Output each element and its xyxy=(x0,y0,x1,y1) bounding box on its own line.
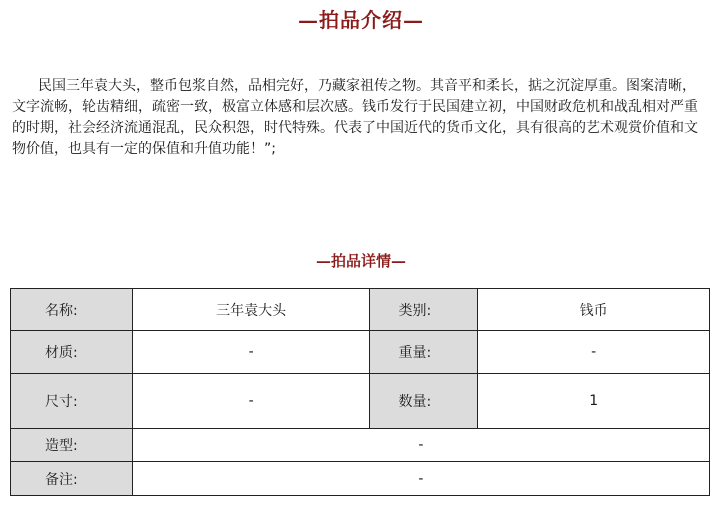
field-value-material: - xyxy=(132,331,370,374)
field-label-material: 材质: xyxy=(11,331,133,374)
field-value-remarks: - xyxy=(132,462,709,496)
field-label-shape: 造型: xyxy=(11,429,133,462)
field-value-quantity: 1 xyxy=(478,374,710,429)
table-row xyxy=(11,374,710,429)
intro-paragraph: 民国三年袁大头，整币包浆自然，品相完好，乃藏家祖传之物。其音平和柔长，掂之沉淀厚重。图案清晰，文字流畅，轮齿精细，疏密一致，极富立体感和层次感。钱币发行于民国建立初，中国财政危机和战乱相对严重的时期，社会经济流通混乱，民众积怨，时代特殊。代表了中国近代的货币文化，具有很高的艺术观赏价值和文物价值，也具有一定的保值和升值功能！”; xyxy=(12,78,698,157)
details-heading: —拍品详情— xyxy=(315,252,406,270)
details-table xyxy=(10,288,710,496)
table-row xyxy=(11,462,710,496)
field-value-name: 三年袁大头 xyxy=(132,289,370,331)
field-label-weight: 重量: xyxy=(370,331,478,374)
field-value-weight: - xyxy=(478,331,710,374)
field-label-remarks: 备注: xyxy=(11,462,133,496)
field-label-category: 类别: xyxy=(370,289,478,331)
field-value-category: 钱币 xyxy=(478,289,710,331)
table-row xyxy=(11,429,710,462)
field-label-size: 尺寸: xyxy=(11,374,133,429)
field-value-shape: - xyxy=(132,429,709,462)
field-label-name: 名称: xyxy=(11,289,133,331)
intro-heading: —拍品介绍— xyxy=(298,8,424,32)
table-row xyxy=(11,289,710,331)
table-row xyxy=(11,331,710,374)
field-label-quantity: 数量: xyxy=(370,374,478,429)
field-value-size: - xyxy=(132,374,370,429)
